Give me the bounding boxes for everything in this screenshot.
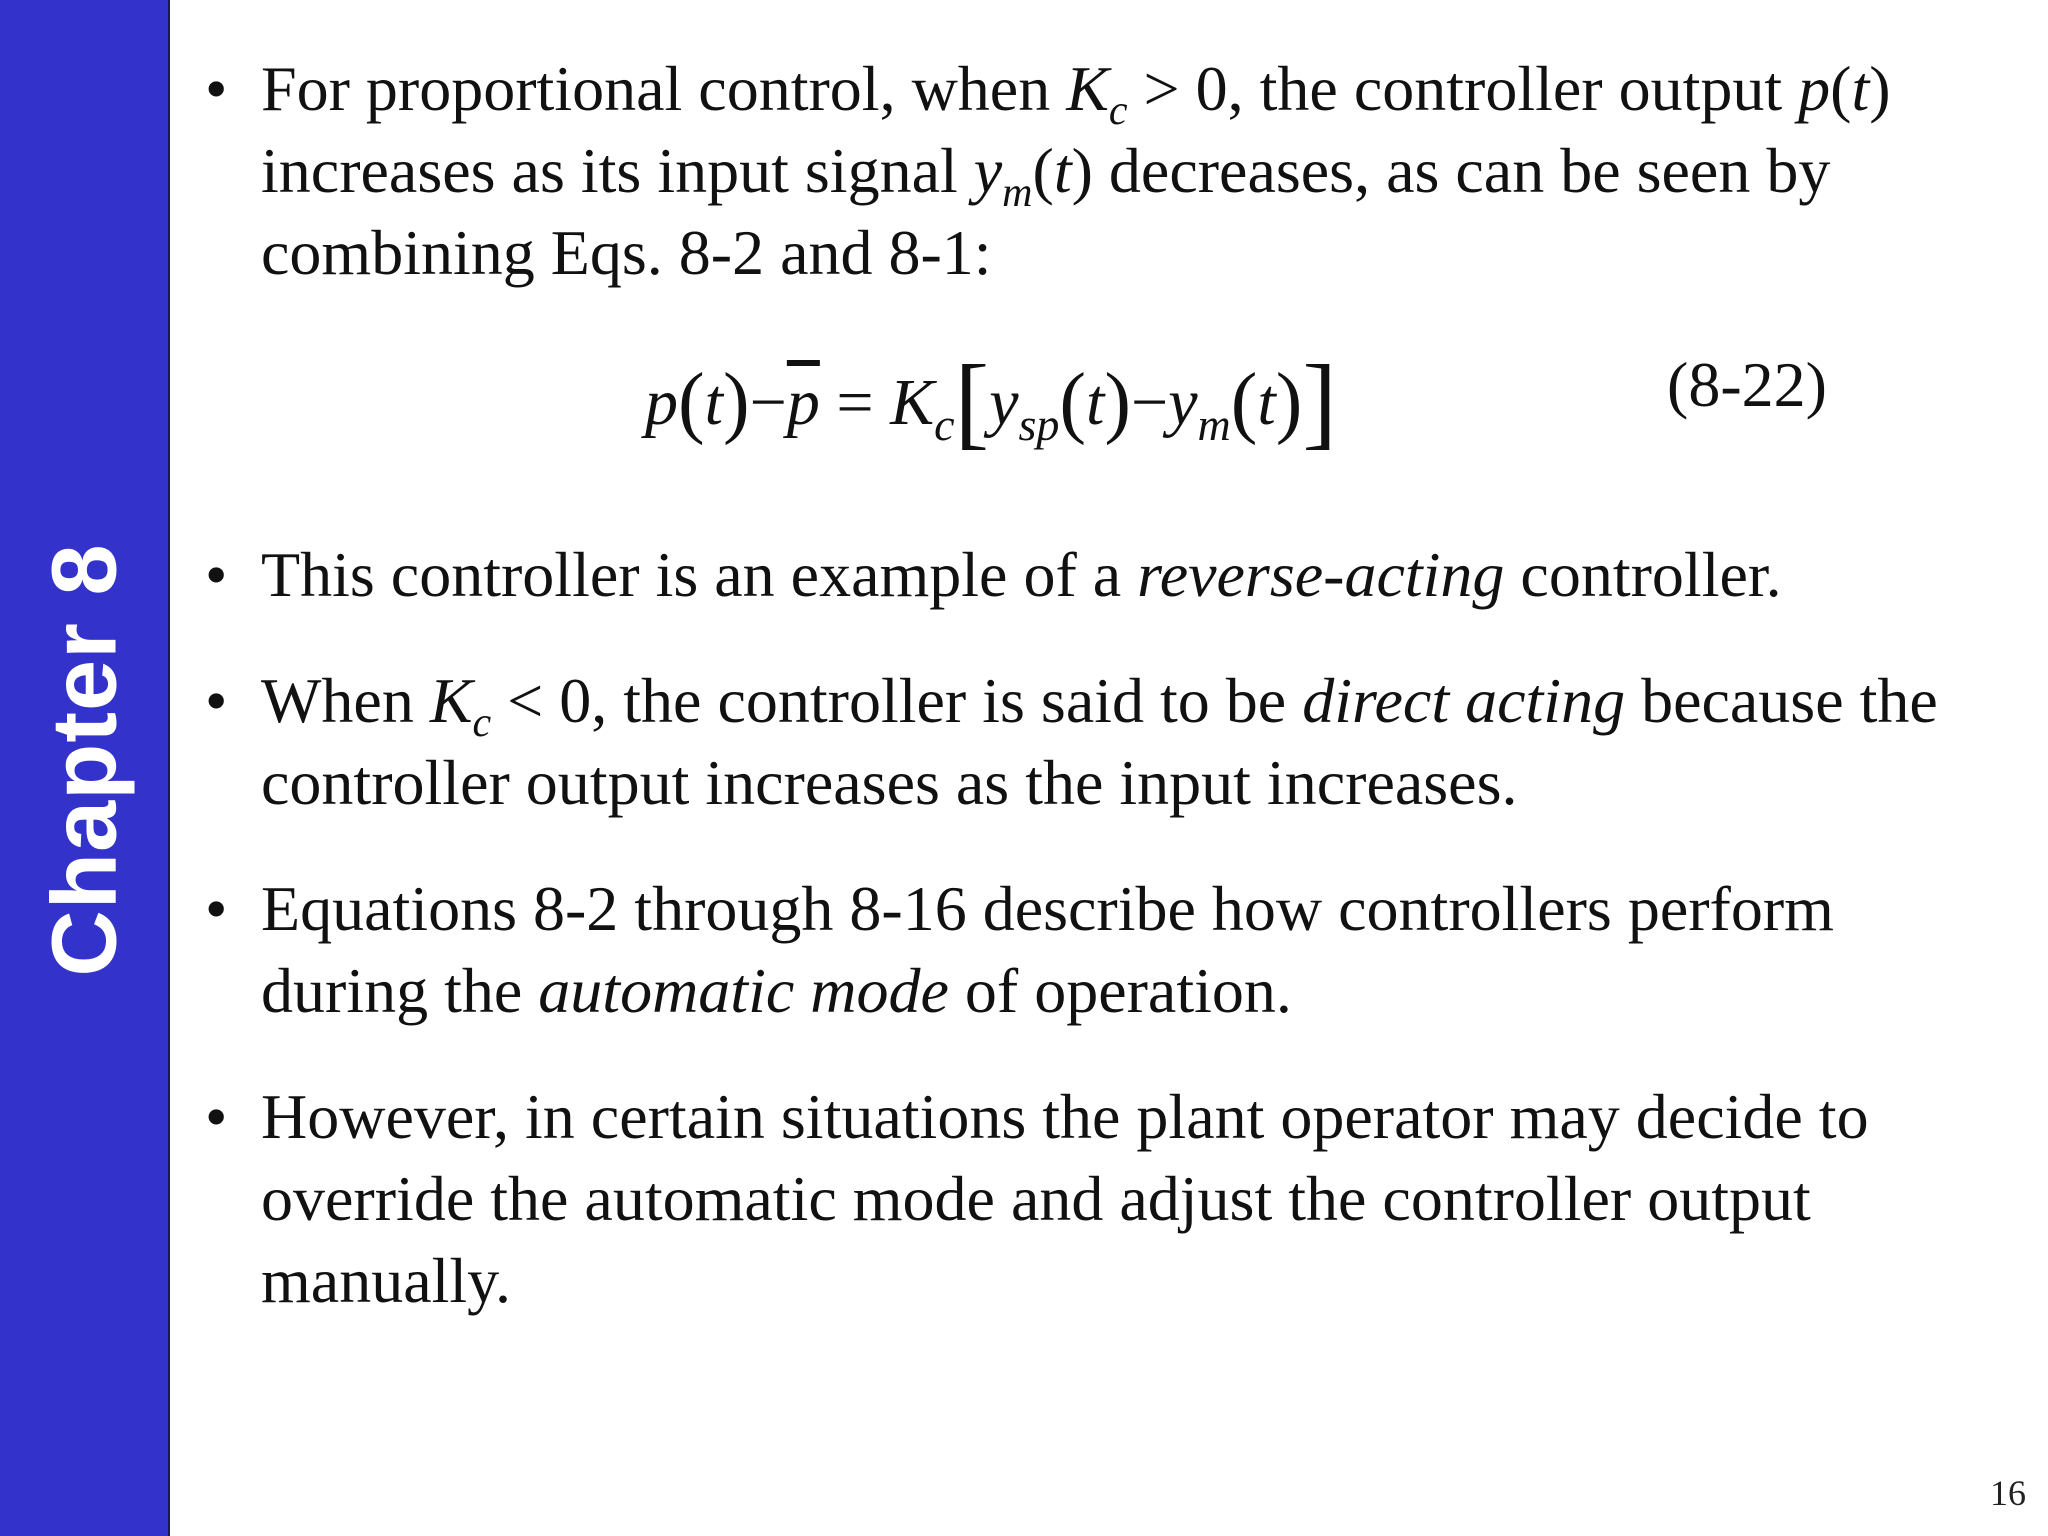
equation-number: (8-22)	[1667, 349, 1827, 420]
bullet-manual-override: • However, in certain situations the plant operator may decide to override the automatic mode and adjust the controller output manually.	[205, 1076, 2005, 1322]
chapter-label: Chapter 8	[33, 543, 136, 977]
equation-8-22	[205, 314, 2005, 464]
chapter-sidebar	[0, 0, 170, 1536]
bullet-direct-acting: • When $K_c < 0$, the controller is said to be direct acting because the controller output increases as the input increases.	[205, 660, 2005, 824]
bullet-proportional-control: • For proportional control, when $K_c > 0$, the controller output p(t) increases as its input signal $y_m(t)$ decreases, as can be seen by combining Eqs. 8-2 and 8-1:	[205, 48, 2005, 294]
bullet-automatic-mode: • Equations 8-2 through 8-16 describe how controllers perform during the automatic mode of operation.	[205, 868, 2005, 1032]
slide-content	[205, 48, 2005, 1322]
page-number: 16	[1990, 1473, 2026, 1513]
equation-body: $p(t)-\overline{p} = K_c[y_{sp}(t)-y_m(t)]$	[645, 344, 1338, 459]
bullet-reverse-acting: • This controller is an example of a reverse-acting controller.	[205, 534, 2005, 616]
